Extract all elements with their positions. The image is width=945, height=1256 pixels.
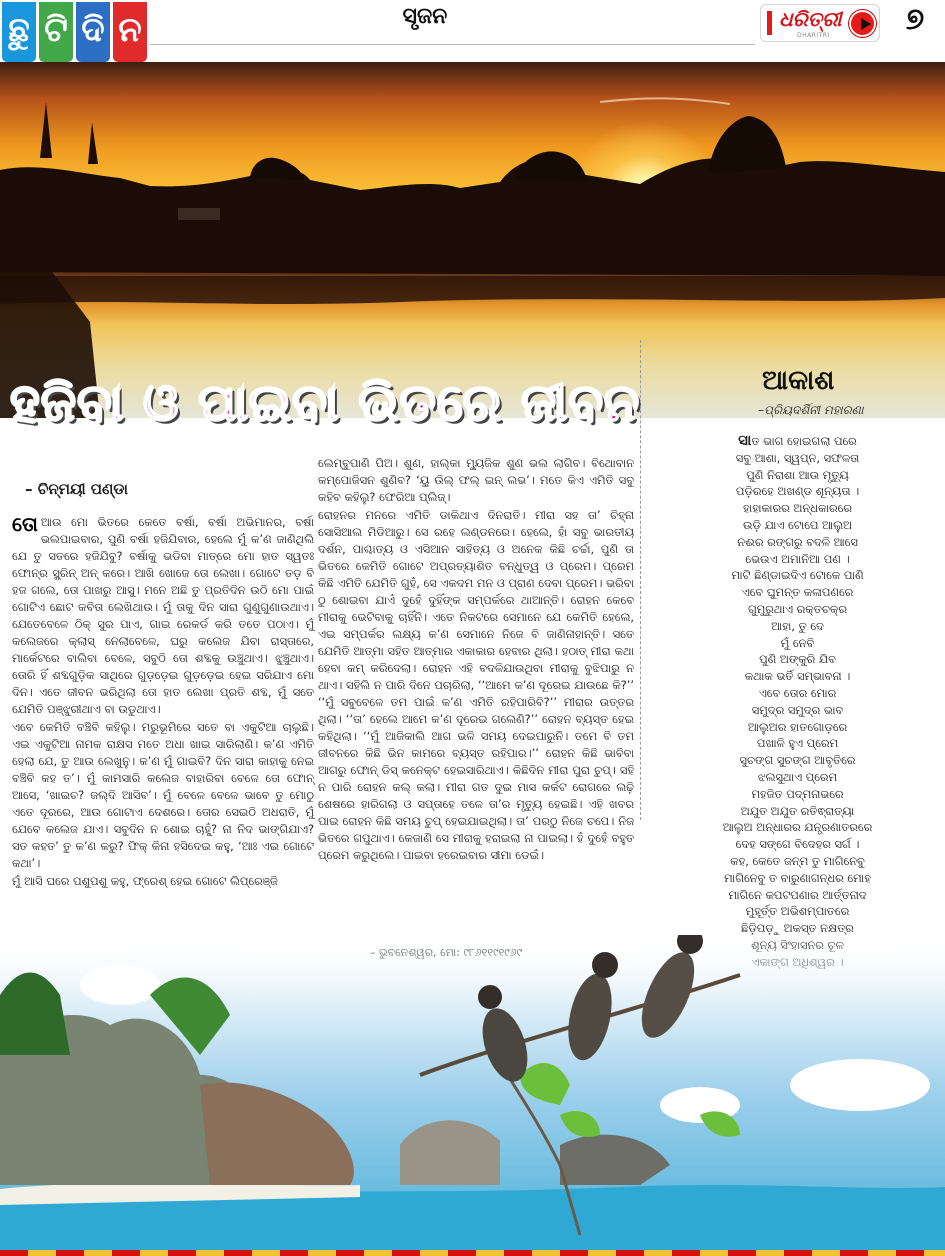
poem-author: –ପ୍ରିୟଦର୍ଶିନୀ ମହାରଣା	[758, 403, 864, 417]
masthead-tile-3: ଦି	[76, 2, 110, 62]
masthead-tile-1: ଛୁ	[2, 2, 36, 62]
poem-line: ମୁହୂର୍ତ୍ତ ଅଭିଶମ୍ପାତରେ	[745, 904, 850, 919]
poem-line: ପଡ଼ିରହେ ଅଖଣ୍ଡ ଶୂନ୍ୟତା ।	[735, 484, 860, 499]
poem-line: ଦେହ ସଙ୍ଗେ ବିଦେହର ସର୍ଗ ।	[735, 837, 860, 852]
poem-line	[660, 432, 935, 450]
logo-subtext: DHARITRI	[797, 32, 830, 39]
poem-line: ଉଡ଼ି ଯାଏ ଟୋପେ ଆଲୁଅ	[743, 517, 852, 532]
article-paragraph	[12, 514, 314, 718]
article-column-1	[12, 514, 314, 891]
article-paragraph: ଲେମ୍ବୁପାଣି ପିଅ। ଶୁଣ, ହାଲ୍କା ମ୍ୟୁଜିକ ଶୁଣ ଭଲ ଲାଗିବ। ବିଥୋବାନ କମ୍ପୋଜିସନ ଶୁଣିବ? ‘ୟୁ ଉିଲ୍ ଫଲ୍ ଇନ୍ ଲଭ’। ମତେ କିଏ ଏମିତି ସବୁ କହିବ କହିଲୁ? ଫେରିଆ ପ୍ଲିଜ୍।	[318, 456, 634, 504]
poem-line: ପୁଣି ନିରାଶା ଆଉ ମୃତ୍ୟୁ	[746, 467, 849, 482]
poem-line: ମାଗିନେ କପଟପଣାର ଆର୍ତ୍ତନାଦ	[728, 887, 867, 902]
poem-body	[660, 432, 935, 971]
poem-line: ଅଯୁତ ଅଯୁତ ରତିଵ୍ରାତ୍ୟା	[740, 803, 855, 818]
poem-line: ଝଲସୁଥାଏ ପ୍ରେମ	[757, 769, 838, 784]
poem-line: ଏବେ ତୋର ମୋର	[758, 685, 837, 700]
poem-line: କଥାକ ଭର୍ତି ସମ୍ଭାବନା ।	[744, 669, 851, 684]
poem-line: ମୁଁ ନେବି	[780, 635, 815, 650]
poem-line: ଭେଉଏ ଅମାନିଆ ପଣ ।	[745, 551, 850, 566]
article-headline: ହଜିବା ଓ ପାଇବା ଭିତରେ ଜୀବନ	[10, 374, 641, 433]
drop-cap: ତୋ	[12, 512, 38, 536]
poem-drop-cap: ସା	[738, 431, 752, 449]
article-paragraph: ମୁଁ ଆସି ଘରେ ପଶୁପଶୁ କହୁ, ଫ୍ରେଶ୍ ହେଇ ଗୋଟେ ଲିପ୍ରେଞ୍ଜି	[12, 874, 278, 888]
masthead-tile-2: ଟି	[39, 2, 73, 62]
poem-line: ନଈର ରଙ୍ଗରୁ ବଦଳି ଆସେ	[737, 534, 858, 549]
poem-line: ସମୁଦ୍ର ସମୁଦ୍ର ଭାବ	[751, 702, 844, 717]
newspaper-logo	[760, 4, 880, 42]
poem-line: ପଖାଳି ହୁଏ ପ୍ରେମ	[756, 736, 839, 751]
poem-line: ମାଗିନେବୁ ତ ବାରୁଣାଗନ୍ଧର ମୋହ	[724, 870, 871, 885]
poem-line: ସୁଚଙ୍ଗ ସୁଚଙ୍ଗ ଆବୃତିରେ	[739, 753, 856, 768]
poem-line: ଗୁମୁରୁଥାଏ ରକ୍ତଚକ୍ର	[748, 601, 847, 616]
poem-line: ମାଟି ଛିଣ୍ଡାଇଦିଏ ଟୋକେ ପାଣି	[731, 568, 864, 583]
masthead	[0, 0, 945, 62]
poem-line: ସବୁ ଆଶା, ସ୍ୱପ୍ନ, ସଫଳତା	[735, 450, 860, 465]
poem-lines	[660, 450, 935, 971]
poem-line: ଆହା, ତୁ ଦେ	[771, 618, 824, 633]
poem-line: କହ, କେତେ ଜନ୍ମ ତୁ ମାଗିନେବୁ	[730, 853, 865, 868]
article-paragraph: ରୋହନର ମନରେ ଏମିତି ଡାକିଥାଏ ଦିନରାତି। ମୀରା ସହ ତା’ ଚିହ୍ନା ସୋସିଆଲ ମିଡିଆରୁ। ସେ ରହେ ଲଣ୍ଡନରେ। ହେଲେ, ହାଁ ସବୁ ଭାରତୀୟ ଦର୍ଶନ, ପାଶ୍ଚାତ୍ୟ ଓ ଏସିଆନ ସାହିତ୍ୟ ଓ ଅନେକ କିଛି ଚର୍ଚ୍ଚା, ପୁଣି ତା ଭିତରେ କେମିତି ଗୋଟେ ଅପ୍ରତ୍ୟାଶିତ ବନ୍ଧୁତ୍ୱ ଓ ପ୍ରେମ। ପ୍ରେମ କିଛି ଏମିତି ଯେମିତି ଗୁହଁ, ସେ ଏକଦମ ମନ ଓ ପ୍ରାଣ ଦେବା ପ୍ରେମ। ଭରିବା ଠୁ ଶୋଇବା ଯାଏଁ ଦୁହେଁ ଦୁହିଁଙ୍କ ସମ୍ପର୍କରେ ଥାଆନ୍ତି। ରୋହନ କେବେ ମୀରାକୁ ଭେଟିବାକୁ ଚାହିଁନି। ଏତେ ନିକଟରେ ସେମାନେ ଯେ କେମିତି ହେଲେ, ଏଇ ସମ୍ପର୍କର ଲକ୍ଷ୍ୟ କ’ଣ ସେମାନେ ନିଜେ ବି ଜାଣିନାହାନ୍ତି। ସତେ ଯେମିତି ଆତ୍ମା ସହିତ ଆତ୍ମାର ଏକାକାର ହେବାର ଥିଲା। ହଠାତ୍ ମୀରା କଥା ହେବା କମ୍ କରିଦେଲା। ରୋହନ ଏହି ବଦଳିଯାଉଥିବା ମୀରାକୁ ବୁଝିପାରୁ ନ ଥାଏ। ସହିଲି ନ ପାରି ଦିନେ ପଚାରିଲା, ‘‘ଆମେ କ’ଣ ଦୂରେଇ ଯାଉଛେ କି?’’ ‘‘ମୁଁ ସବୁବେଳେ ତମ ପାଇଁ କ’ଣ ଏମିତି ରହିପାରିବି?’’ ମୀରାର ଉତ୍ତର ଥିଲା। ‘‘ତା’ ହେଲେ ଆମେ କ’ଣ ଦୂରେଇ ଗଲେଣି?’’ ରୋହନ ବ୍ୟସ୍ତ ହେଇ କହିଥିଲା। ‘‘ମୁଁ ଆଜିକାଲି ଆଗ ଭଳି ସମୟ ଦେଇପାରୁନି। ତମେ ବି ତମ ଜୀବନରେ କିଛି ଭିନ କାମରେ ବ୍ୟସ୍ତ ରହିପାର।’’ ରୋହନ କିଛି ଭାବିବା ଆଗରୁ ଫୋନ୍ ଡିସ୍ କନେକ୍ଟ ହେଇସାରିଥାଏ। କିଛିଦିନ ମୀରା ପୁରା ଚୁପ୍। ସହି ନ ପାରି ରୋହନ କଲ୍ କଲା। ମୀରା ଗତ ଦୁଇ ମାସ କର୍କଟ ରୋଗରେ ଲଢ଼ି ଶେଷରେ ହାରିଗଲା ଓ ସପ୍ତାହେ ତଳେ ତା’ର ମୃତ୍ୟୁ ହେଇଛି। ଏହି ଖବର ପାଇ ରୋହନ କିଛି ସମୟ ଚୁପ୍ ହେଇଯାଇଥିଲା। ତା’ ପରଠୁ ନିଜେ ଚପେ। ନିଜ ଭିତରେ ଗପୁଥାଏ। କେଜାଣି ସେ ମୀରାକୁ ହରାଇଲା ନା ପାଇଲା। ହଁ ଦୁହେଁ ବହୁତ ପ୍ରେମ କରୁଥିଲେ। ପାଇବା ହରେଇବାର ସୀମା ଡେଇଁ।	[318, 508, 634, 862]
poem-title: ଆକାଶ	[762, 365, 835, 396]
column-divider	[640, 340, 641, 820]
poem-line: ପୁଣି ଅଙ୍କୁରି ଯିବ	[759, 652, 836, 667]
poem-first-line: ତ ଭାଗ ହୋଇଗଲା ପରେ	[751, 434, 857, 448]
logo-text: ଧରିତ୍ରୀ	[779, 7, 842, 31]
masthead-tile-4: ନ	[113, 2, 147, 62]
poem-line: ଛିଡ଼ିପଡ଼ୁ ଅକସ୍ତ ନକ୍ଷତ୍ର	[741, 921, 854, 936]
section-title: ସୃଜନ	[402, 4, 448, 29]
poem-line: ମହଜିତ ପଦ୍ମନାଭରେ	[751, 786, 844, 801]
masthead-divider	[150, 44, 755, 45]
bottom-color-strip	[0, 1250, 945, 1256]
poem-line: ହାହାକାରର ଅନ୍ଧକାରରେ	[743, 501, 852, 516]
article-paragraph: ଏବେ କେମିତି ବଞ୍ଚିବି କହିଲୁ। ମରୁଭୂମିରେ ସତେ ବା ଏକୁଟିଆ ଚାଲୁଛି। ଏଇ ଏକୁଟିଆ ନାମକ ରାକ୍ଷସ ମତେ ଅଧା ଖାଇ ସାରିଲାଣି। କ’ଣ ଏମିତି ହେଲା ଯେ, ତୁ ଆଉ ଲେଖୁନୁ। କ’ଣ ମୁଁ ଗାଇବି? ଦିନ ସାରା କାହାକୁ ନେଇ ବଞ୍ଚିବି କହ ତ’। ମୁଁ କାମସାରି କଲେଜ ବାହାରିବା ବେଳେ ତୋ ଫୋନ୍ ଆସେ, ‘ଖାଇଚ? ଜଲ୍‌ଦି ଆସିବ’। ମୁଁ ବେଳେ ବେଳେ ଭାବେ ତୁ ମୋଠୁ ଏତେ ଦୂରରେ, ଆଉ ଗୋଟାଏ ଦେଶରେ। ତୋର ସେଇଠି ଅଧରାତି, ମୁଁ ଯେବେ କଲେଜ ଯାଏ। ସବୁଦିନ ନ ଶୋଇ ଚାହୁଁ? ନା ନିଦ ଭାଙ୍ଗିଯାଏ? ସତ କହତ’ ତୁ କ’ଣ କରୁ? ଫିକ୍ କିନା ହସିଦେଇ କହୁ, ‘ଆଃ ଏଇ ଗୋଟେ କଥା’।	[12, 720, 314, 870]
play-icon	[849, 10, 876, 37]
paragraph-text: ଆଉ ମୋ ଭିତରେ କେତେ ବର୍ଷା, ବର୍ଷା ଅଭିମାନର, ବର୍ଷା ଭଲପାଇବାର, ପୁଣି ବର୍ଷା ହଜିଯିବାର, ହେଲେ ମୁଁ କ’ଣ ଜାଣିଥିଲି ଯେ ତୁ ସତରେ ହଜିଯିବୁ? ବର୍ଷାକୁ ଭଡିବା ମାତ୍ରେ ମୋ ହାତ ସ୍ୱତଃ ଫୋନ୍‌ର ସ୍କ୍ରିନ୍ ଅନ୍ କରେ। ଆଖି ଖୋଜେ ତୋ ଲେଖା। ଗୋଟେ ତଡ଼ ବି ହଜ ଗଲେ, ତୋ ପାଖରୁ ଆସୁ। ମନେ ଅଛି ତୁ ପ୍ରତିଦିନ ଉଠି ମୋ ପାଇଁ ଗୋଟିଏ ଛୋଟ କବିତା ଲେଖିଥାଉ। ମୁଁ ତାକୁ ଦିନ ସାରା ଗୁଣୁଗୁଣାଉଥାଏ। ଯେତେବେଳେ ଠିକ୍ ସୁର ପାଏ, ଗାଇ ରେକର୍ଡ କରି ତତେ ପଠାଏ। ମୁଁ କଲେଜରେ କ୍ଲାସ୍ ନେଲାବେଳେ, ଘରୁ କଲେଜ ଯିବା ରାସ୍ତାରେ, ମାର୍କେଟରେ ବାଲିବା ବେଳେ, ସବୁଠି ତୋ ଶବ୍ଦକୁ ଉଞ୍ଚୁଥାଏ। ଝୁଞ୍ଚୁଥାଏ। ତୋରି ହିଁ ଶବ୍ଦଗୁଡ଼ିକ ସାଥିରେ ଗୁଡ଼ଡ଼େଇ ଗୁଡ଼ଡ଼େଇ ହେଇ ସରିଯାଏ ମୋ ଦିନ। ଏତେ ଜୀବନ ଭରିଥିଲା ତୋ ହାତ ଲେଖା ପ୍ରତି ଶବ୍ଦ, ମୁଁ ସତେ ଯେମିତି ପଞ୍ଝୁରୀଥାଏ ବା ଉଡୁଥାଏ।	[12, 515, 314, 716]
page-number: ୭	[905, 2, 925, 37]
article-byline: – ଚିନ୍ମୟୀ ପଣ୍ଡା	[25, 480, 128, 498]
article-column-2	[318, 455, 634, 865]
beach-birds-illustration	[0, 935, 945, 1251]
poem-line: ଆଲୁଅ ଅନ୍ଧାରର ଯନ୍ତ୍ରଣାତରରେ	[722, 820, 873, 835]
logo-bar-icon	[767, 11, 772, 35]
poem-line: ଆଲୁଅର ହାତଗୋଡ଼ରେ	[747, 719, 848, 734]
poem-line: ଏବେ ଘୁମନ୍ତ କଳାପଣରେ	[741, 585, 854, 600]
